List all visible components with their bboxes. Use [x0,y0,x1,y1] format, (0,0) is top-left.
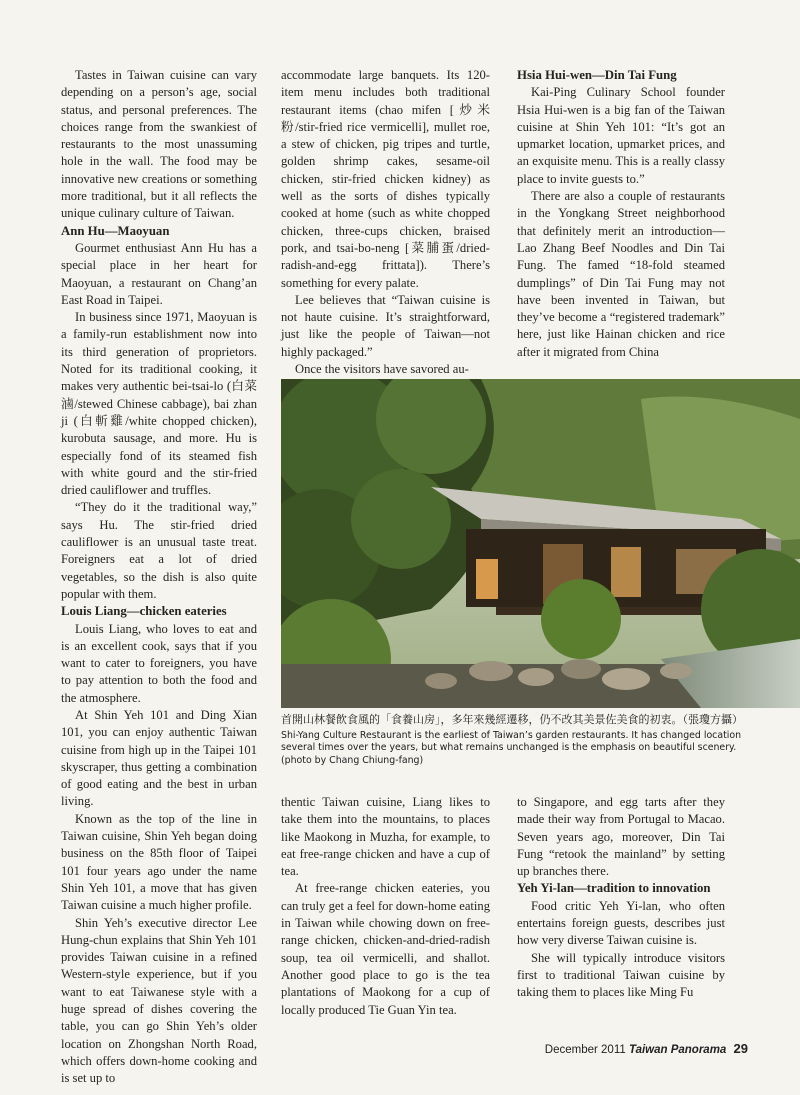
paragraph: “They do it the traditional way,” says Hu. The stir-fried dried cauliflower is an unusual taste treat. Foreigners eat a lot of dried vegetables, so the dish is also quite popular with them. [61,500,257,601]
section-heading: Ann Hu—Maoyuan [61,223,170,238]
paragraph: Gourmet enthusiast Ann Hu has a special place in her heart for Maoyuan, a restaurant on Chang’an East Road in Taipei. [61,240,257,307]
paragraph: Shin Yeh’s executive director Lee Hung-chun explains that Shin Yeh 101 provides Taiwan cuisine in a refined Western-style experience, but if you want to eat Taiwanese style with a huge spread of dishes covering the table, you can go Shin Yeh’s older location on Zhongshan North Road, which offers down-home cooking and is set up to [61,915,257,1086]
paragraph: Once the visitors have savored au- [295,362,469,377]
paragraph: She will typically introduce visitors first to traditional Taiwan cuisine by taking them to places like Ming Fu [517,950,725,1000]
paragraph: At free-range chicken eateries, you can truly get a feel for down-home eating in Taiwan while chowing down on free-range chicken, chicken-and-dried-radish soup, tea oil vermicelli, and shallot. Another good place to go is the tea plantations of Maokong for a cup of locally produced Tie Guan Yin tea. [281,881,490,1017]
page-footer [545,1041,748,1056]
section-heading: Louis Liang—chicken eateries [61,604,227,619]
section-heading: Yeh Yi-lan—tradition to innovation [517,881,711,896]
paragraph: Kai-Ping Culinary School founder Hsia Hui-wen is a big fan of the Taiwan cuisine at Shin Yeh 101: “It’s got an upmarket location, upmarket prices, and an exquisite menu. This is a really classy place to invite guests to.” [517,85,725,186]
paragraph: Tastes in Taiwan cuisine can vary depending on a person’s age, social status, and personal preferences. The choices range from the swankiest of restaurants to the most unassuming hole in the wall. The food may be innovative new creations or something more traditional, but it all reflects the unique culinary culture of Taiwan. [61,68,257,221]
caption-chinese: 首開山林餐飲食風的「食養山房」，多年來幾經遷移，仍不改其美景佐美食的初衷。（張瓊方攝） [281,713,743,726]
paragraph: In business since 1971, Maoyuan is a family-run establishment now into its third generation of proprietors. Noted for its traditional cooking, it makes very authentic bei-tsai-lo (白菜滷/stewed Chinese cabbage), bai zhan ji (白斬雞/white chopped chicken), kurobuta sausage, and more. Hu is especially fond of its steamed fish with white gourd and the stir-fried dried cauliflower and truffles. [61,310,257,498]
left-column [61,67,257,1088]
paragraph: accommodate large banquets. Its 120-item menu includes both traditional restaurant items (chao mifen [炒米粉/stir-fried rice vermicelli], mullet roe, a stew of chicken, pig tripes and turtle, golden shrimp cakes, sesame-oil chicken, stir-fried chicken kidney) as well as the sorts of dishes typically cooked at home (such as white chopped chicken, three-cups chicken, braised pork, and tsai-bo-neng [菜脯蛋/dried-radish-and-egg frittata]). There’s something for every palate. [281,68,490,290]
paragraph: to Singapore, and egg tarts after they made their way from Portugal to Macao. Seven years ago, moreover, Din Tai Fung “retook the mainland” by setting up branches there. [517,795,725,879]
paragraph: Known as the top of the line in Taiwan cuisine, Shin Yeh began doing business on the 85th floor of Taipei 101 four years ago under the name Shin Yeh 101, a move that has given Taiwan cuisine a much higher profile. [61,811,257,913]
caption-english: Shi-Yang Culture Restaurant is the earliest of Taiwan’s garden restaurants. It has changed location several times over the years, but what remains unchanged is the emphasis on beautiful scenery. (photo by Chang Chiung-fang) [281,730,742,766]
section-heading: Hsia Hui-wen—Din Tai Fung [517,68,677,82]
paragraph: There are also a couple of restaurants in the Yongkang Street neighborhood that definitely merit an introduction—Lao Zhang Beef Noodles and Din Tai Fung. The famed “18-fold steamed dumplings” of Din Tai Fung may not have been invented in Taiwan, but they’ve become a “registered trademark” here, just like Hainan chicken and rice after it migrated from China [517,189,725,359]
garden-restaurant-illustration [281,379,800,708]
page-number: 29 [733,1041,748,1056]
paragraph: thentic Taiwan cuisine, Liang likes to take them into the mountains, to places like Maokong in Muzha, for example, to eat free-range chicken and have a cup of tea. [281,795,490,879]
right-column-top [517,67,725,361]
middle-column-top [281,67,490,378]
right-column-bottom [517,794,725,1002]
issue-date: December 2011 [544,1044,626,1056]
magazine-name: Taiwan Panorama [628,1044,727,1056]
paragraph: Louis Liang, who loves to eat and is an excellent cook, says that if you want to cater to foreigners, you have to pay attention to both the food and the atmosphere. [61,621,257,705]
paragraph: Food critic Yeh Yi-lan, who often entertains foreign guests, describes just how very diverse Taiwan cuisine is. [517,898,725,948]
photo-caption [281,713,751,767]
restaurant-photo [281,379,800,708]
paragraph: Lee believes that “Taiwan cuisine is not haute cuisine. It’s straightforward, just like the people of Taiwan—not highly packaged.” [281,292,490,359]
middle-column-bottom [281,794,490,1019]
paragraph: At Shin Yeh 101 and Ding Xian 101, you can enjoy authentic Taiwan cuisine from high up in the Taipei 101 skyscraper, thus getting a combination of good eating and the best in urban living. [61,707,257,809]
